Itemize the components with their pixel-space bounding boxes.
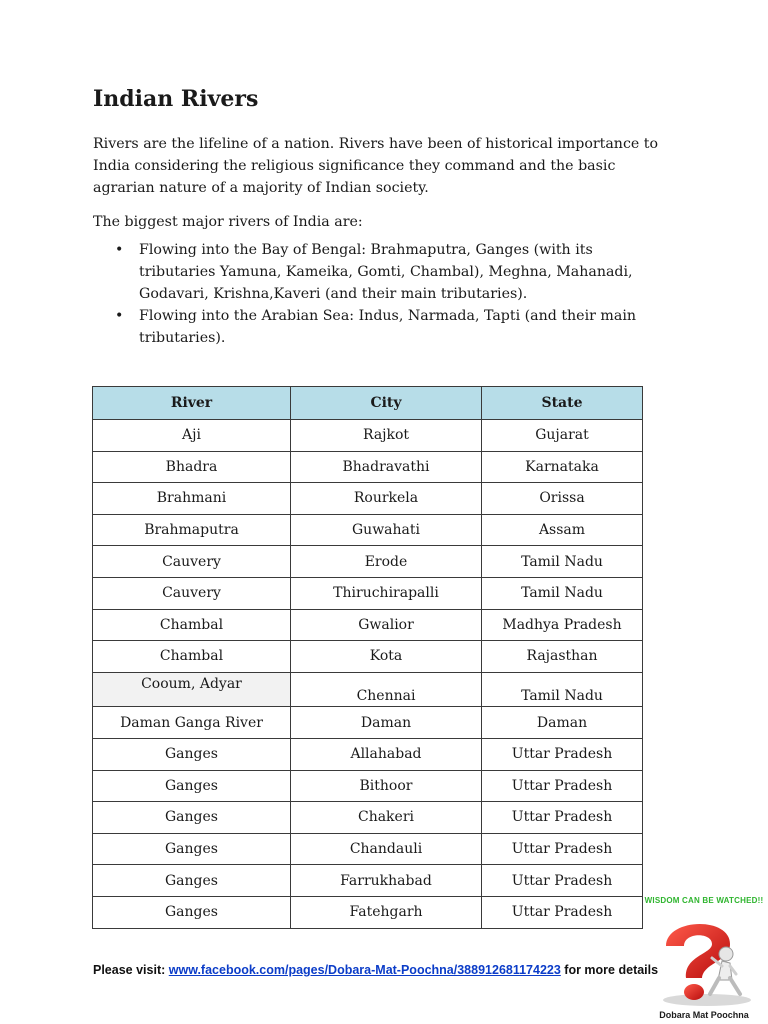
city-cell: Farrukhabad: [291, 865, 482, 897]
facebook-link[interactable]: www.facebook.com/pages/Dobara-Mat-Poochna/388912681174223: [168, 963, 561, 977]
table-row: [93, 514, 643, 546]
river-cell: Ganges: [93, 865, 291, 897]
city-cell: Allahabad: [291, 738, 482, 770]
list-item: • Flowing into the Arabian Sea: Indus, Narmada, Tapti (and their main tributaries).: [93, 305, 673, 349]
state-cell: Uttar Pradesh: [482, 833, 643, 865]
state-cell: Uttar Pradesh: [482, 865, 643, 897]
table-row: [93, 451, 643, 483]
river-cell: Ganges: [93, 802, 291, 834]
footer-prefix: Please visit:: [93, 963, 169, 977]
intro-paragraph: Rivers are the lifeline of a nation. Rivers have been of historical importance to India considering the religious significance they command and the basic agrarian nature of a majority of Indian society.: [93, 136, 659, 196]
table-row: [93, 420, 643, 452]
city-cell: Daman: [291, 707, 482, 739]
river-cell: Cooum, Adyar: [93, 672, 291, 707]
state-cell: Tamil Nadu: [482, 672, 643, 707]
river-bullet-list: [93, 239, 673, 349]
river-cell: Aji: [93, 420, 291, 452]
state-cell: Orissa: [482, 483, 643, 515]
dobara-mat-poochna-logo: [642, 892, 766, 1024]
footer-note: [93, 963, 658, 977]
state-cell: Uttar Pradesh: [482, 770, 643, 802]
city-cell: Kota: [291, 641, 482, 673]
river-cell: Chambal: [93, 609, 291, 641]
question-mark-figure-icon: [652, 908, 756, 1008]
table-row: [93, 609, 643, 641]
city-cell: Rourkela: [291, 483, 482, 515]
table-row: [93, 865, 643, 897]
list-intro: The biggest major rivers of India are:: [93, 214, 363, 230]
city-cell: Bhadravathi: [291, 451, 482, 483]
state-cell: Daman: [482, 707, 643, 739]
list-item: • Flowing into the Bay of Bengal: Brahmaputra, Ganges (with its tributaries Yamuna, Kameika, Gomti, Chambal), Meghna, Mahanadi, Godavari, Krishna,Kaveri (and their main tributaries).: [93, 239, 673, 305]
city-cell: Thiruchirapalli: [291, 577, 482, 609]
city-cell: Gwalior: [291, 609, 482, 641]
footer-suffix: for more details: [560, 963, 659, 977]
table-row: [93, 707, 643, 739]
state-cell: Tamil Nadu: [482, 577, 643, 609]
city-cell: Bithoor: [291, 770, 482, 802]
header-river: River: [93, 387, 291, 420]
table-row: [93, 738, 643, 770]
logo-tagline: WISDOM CAN BE WATCHED!!: [644, 896, 764, 905]
river-cell: Ganges: [93, 896, 291, 928]
state-cell: Tamil Nadu: [482, 546, 643, 578]
state-cell: Madhya Pradesh: [482, 609, 643, 641]
table-row: [93, 896, 643, 928]
table-row: [93, 672, 643, 707]
logo-name: Dobara Mat Poochna: [659, 1010, 749, 1020]
state-cell: Uttar Pradesh: [482, 802, 643, 834]
header-city: City: [291, 387, 482, 420]
river-cell: Cauvery: [93, 577, 291, 609]
table-header-row: [93, 387, 643, 420]
river-cell: Ganges: [93, 770, 291, 802]
city-cell: Chennai: [291, 672, 482, 707]
table-row: [93, 833, 643, 865]
table-row: [93, 802, 643, 834]
city-cell: Chakeri: [291, 802, 482, 834]
table-row: [93, 546, 643, 578]
rivers-table: [92, 386, 643, 929]
state-cell: Assam: [482, 514, 643, 546]
river-cell: Brahmaputra: [93, 514, 291, 546]
river-cell: Chambal: [93, 641, 291, 673]
table-row: [93, 483, 643, 515]
river-cell: Ganges: [93, 738, 291, 770]
state-cell: Uttar Pradesh: [482, 738, 643, 770]
city-cell: Erode: [291, 546, 482, 578]
river-cell: Daman Ganga River: [93, 707, 291, 739]
river-cell: Ganges: [93, 833, 291, 865]
river-cell: Cauvery: [93, 546, 291, 578]
page-title: Indian Rivers: [93, 86, 259, 112]
state-cell: Uttar Pradesh: [482, 896, 643, 928]
header-state: State: [482, 387, 643, 420]
table-row: [93, 641, 643, 673]
state-cell: Gujarat: [482, 420, 643, 452]
city-cell: Rajkot: [291, 420, 482, 452]
state-cell: Rajasthan: [482, 641, 643, 673]
city-cell: Guwahati: [291, 514, 482, 546]
city-cell: Fatehgarh: [291, 896, 482, 928]
city-cell: Chandauli: [291, 833, 482, 865]
river-cell: Brahmani: [93, 483, 291, 515]
table-row: [93, 577, 643, 609]
river-cell: Bhadra: [93, 451, 291, 483]
state-cell: Karnataka: [482, 451, 643, 483]
table-row: [93, 770, 643, 802]
